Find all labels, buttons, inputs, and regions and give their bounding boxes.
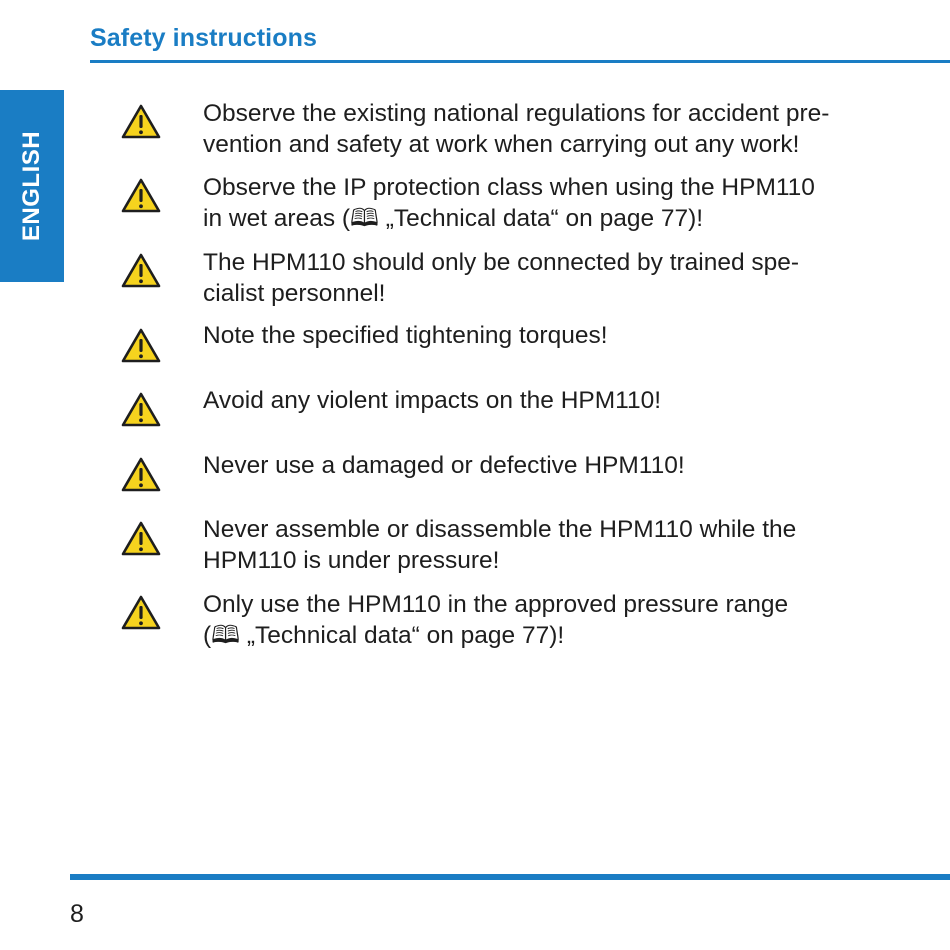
list-item-text: Never assemble or disassemble the HPM110 while the HPM110 is under pressure!	[203, 516, 797, 574]
list-item-text: Avoid any violent impacts on the HPM110!	[203, 387, 662, 414]
warning-triangle-icon	[121, 392, 161, 428]
list-item-text: The HPM110 should only be connected by trained spe- cialist personnel!	[203, 249, 800, 307]
warning-triangle-icon	[121, 104, 161, 140]
warning-triangle-icon	[121, 521, 161, 557]
footer-divider	[70, 874, 950, 880]
list-item-text: Observe the IP protection class when using the HPM110 in wet areas (🕮 „Technical data“ on page 77)!	[203, 174, 815, 232]
page-title: Safety instructions	[90, 24, 317, 52]
warning-triangle-icon	[121, 457, 161, 493]
warning-triangle-icon	[121, 253, 161, 289]
warning-triangle-icon	[121, 595, 161, 631]
list-item-text: Never use a damaged or defective HPM110!	[203, 452, 685, 479]
list-item-text: Note the specified tightening torques!	[203, 322, 608, 349]
language-tab	[0, 90, 64, 282]
header-divider	[90, 60, 950, 63]
language-tab-label: ENGLISH	[18, 130, 45, 242]
page-number: 8	[70, 900, 84, 928]
list-item-text: Observe the existing national regulations for accident pre- vention and safety at work when carrying out any work!	[203, 100, 830, 158]
warning-triangle-icon	[121, 328, 161, 364]
list-item-text: Only use the HPM110 in the approved pressure range (🕮 „Technical data“ on page 77)!	[203, 591, 789, 649]
warning-triangle-icon	[121, 178, 161, 214]
